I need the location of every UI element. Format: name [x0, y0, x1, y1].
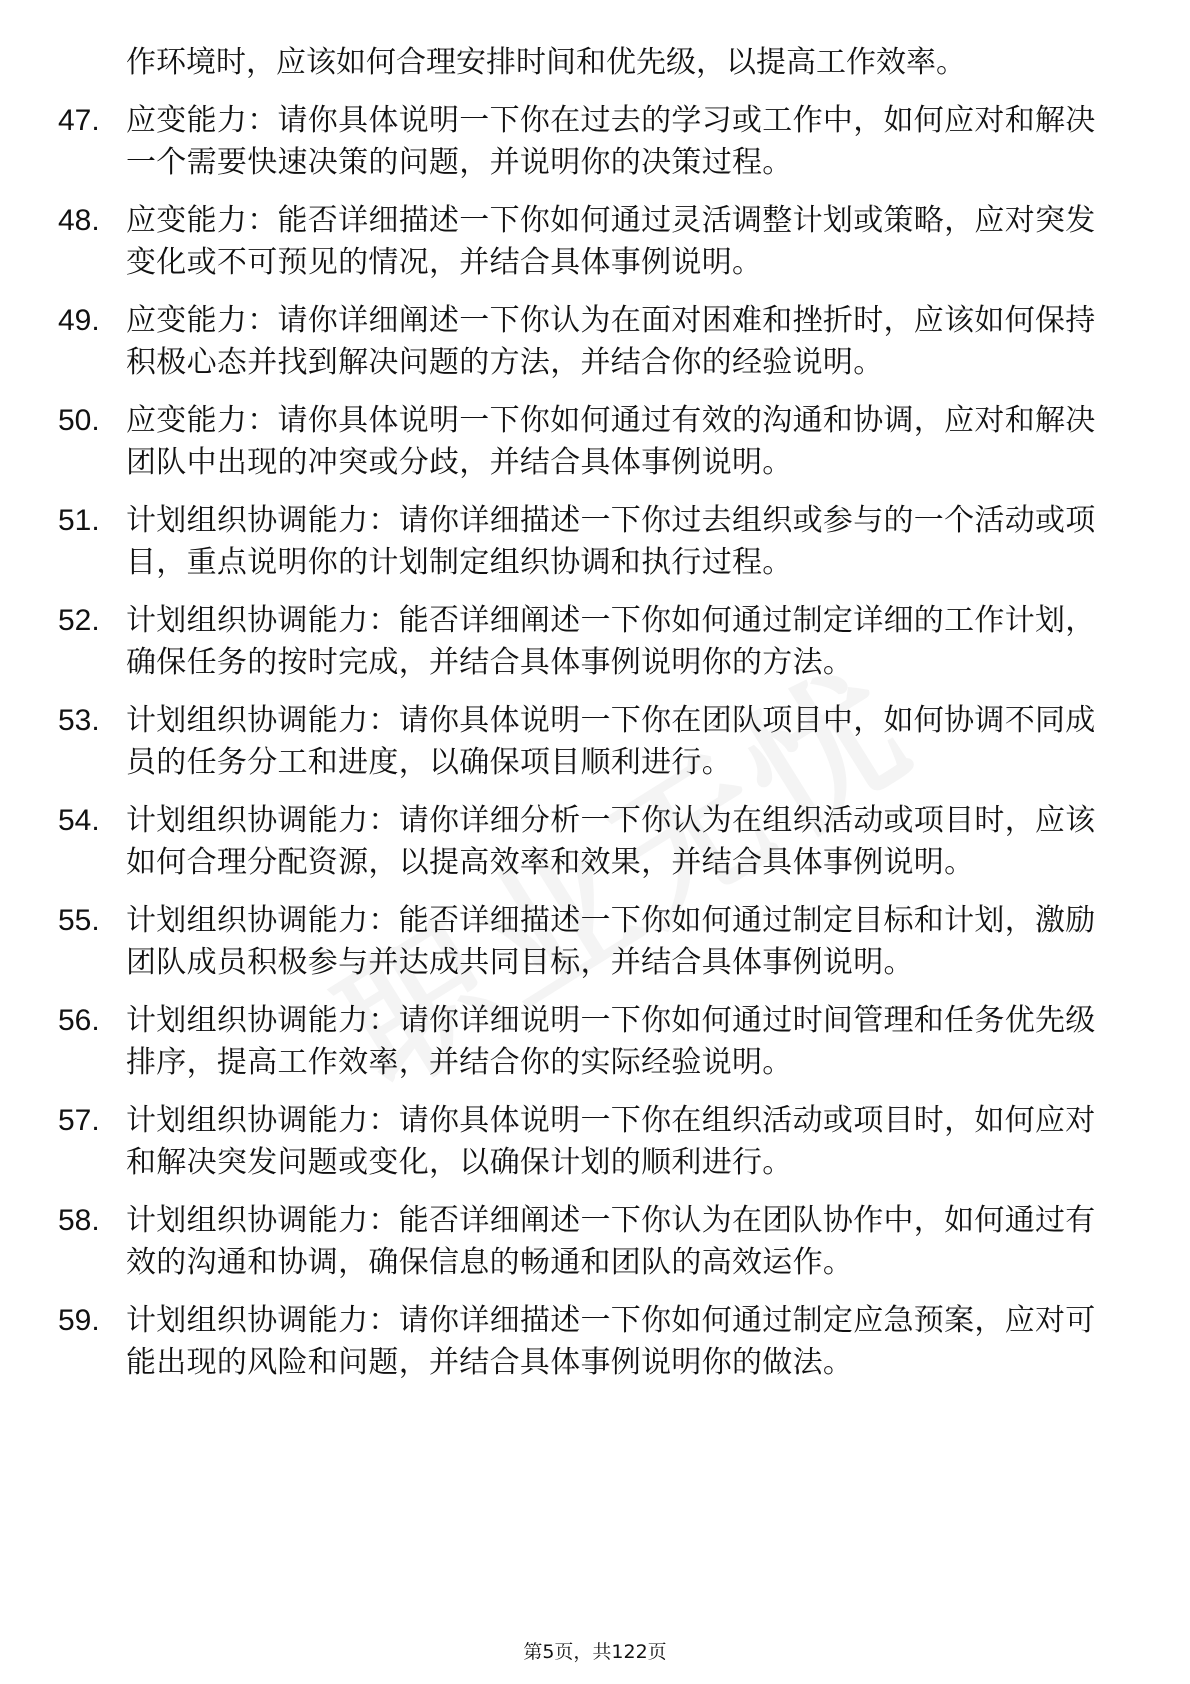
question-text: 计划组织协调能力：请你具体说明一下你在团队项目中，如何协调不同成员的任务分工和进度，以确保项目顺利进行。: [126, 703, 1096, 780]
question-number: 54.: [58, 804, 100, 837]
question-text: 计划组织协调能力：能否详细阐述一下你如何通过制定详细的工作计划，确保任务的按时完成，并结合具体事例说明你的方法。: [126, 603, 1096, 680]
question-text: 计划组织协调能力：请你详细分析一下你认为在组织活动或项目时，应该如何合理分配资源，以提高效率和效果，并结合具体事例说明。: [126, 803, 1096, 880]
question-text: 应变能力：请你具体说明一下你在过去的学习或工作中，如何应对和解决一个需要快速决策的问题，并说明你的决策过程。: [126, 103, 1096, 180]
list-item: [58, 600, 1118, 684]
question-number: 50.: [58, 404, 100, 437]
question-number: 47.: [58, 104, 100, 137]
question-number: 57.: [58, 1104, 100, 1137]
question-number: 49.: [58, 304, 100, 337]
list-item: [58, 400, 1118, 484]
list-item: [58, 1100, 1118, 1184]
page-number-footer: 第5页，共122页: [523, 1641, 667, 1663]
list-item: [58, 100, 1118, 184]
question-number: 53.: [58, 704, 100, 737]
question-number: 48.: [58, 204, 100, 237]
question-text: 应变能力：请你详细阐述一下你认为在面对困难和挫折时，应该如何保持积极心态并找到解决问题的方法，并结合你的经验说明。: [126, 303, 1096, 380]
list-item: [58, 700, 1118, 784]
list-item: [58, 300, 1118, 384]
list-item: [58, 1200, 1118, 1284]
question-number: 51.: [58, 504, 100, 537]
list-item: [58, 200, 1118, 284]
question-text: 计划组织协调能力：能否详细描述一下你如何通过制定目标和计划，激励团队成员积极参与并达成共同目标，并结合具体事例说明。: [126, 903, 1096, 980]
question-number: 58.: [58, 1204, 100, 1237]
question-text: 应变能力：能否详细描述一下你如何通过灵活调整计划或策略，应对突发变化或不可预见的情况，并结合具体事例说明。: [126, 203, 1096, 280]
list-item: [58, 1300, 1118, 1384]
question-text: 应变能力：请你具体说明一下你如何通过有效的沟通和协调，应对和解决团队中出现的冲突或分歧，并结合具体事例说明。: [126, 403, 1096, 480]
question-text: 计划组织协调能力：请你详细描述一下你过去组织或参与的一个活动或项目，重点说明你的计划制定组织协调和执行过程。: [126, 503, 1096, 580]
list-item: [58, 900, 1118, 984]
continued-paragraph: 作环境时，应该如何合理安排时间和优先级，以提高工作效率。: [126, 45, 966, 80]
list-item: [58, 1000, 1118, 1084]
question-text: 计划组织协调能力：能否详细阐述一下你认为在团队协作中，如何通过有效的沟通和协调，确保信息的畅通和团队的高效运作。: [126, 1203, 1096, 1280]
question-number: 59.: [58, 1304, 100, 1337]
question-number: 52.: [58, 604, 100, 637]
list-item: [58, 800, 1118, 884]
question-text: 计划组织协调能力：请你具体说明一下你在组织活动或项目时，如何应对和解决突发问题或变化，以确保计划的顺利进行。: [126, 1103, 1096, 1180]
question-text: 计划组织协调能力：请你详细说明一下你如何通过时间管理和任务优先级排序，提高工作效率，并结合你的实际经验说明。: [126, 1003, 1096, 1080]
question-text: 计划组织协调能力：请你详细描述一下你如何通过制定应急预案，应对可能出现的风险和问题，并结合具体事例说明你的做法。: [126, 1303, 1096, 1380]
question-number: 55.: [58, 904, 100, 937]
list-item: [58, 500, 1118, 584]
question-number: 56.: [58, 1004, 100, 1037]
question-list: [58, 42, 1118, 1400]
